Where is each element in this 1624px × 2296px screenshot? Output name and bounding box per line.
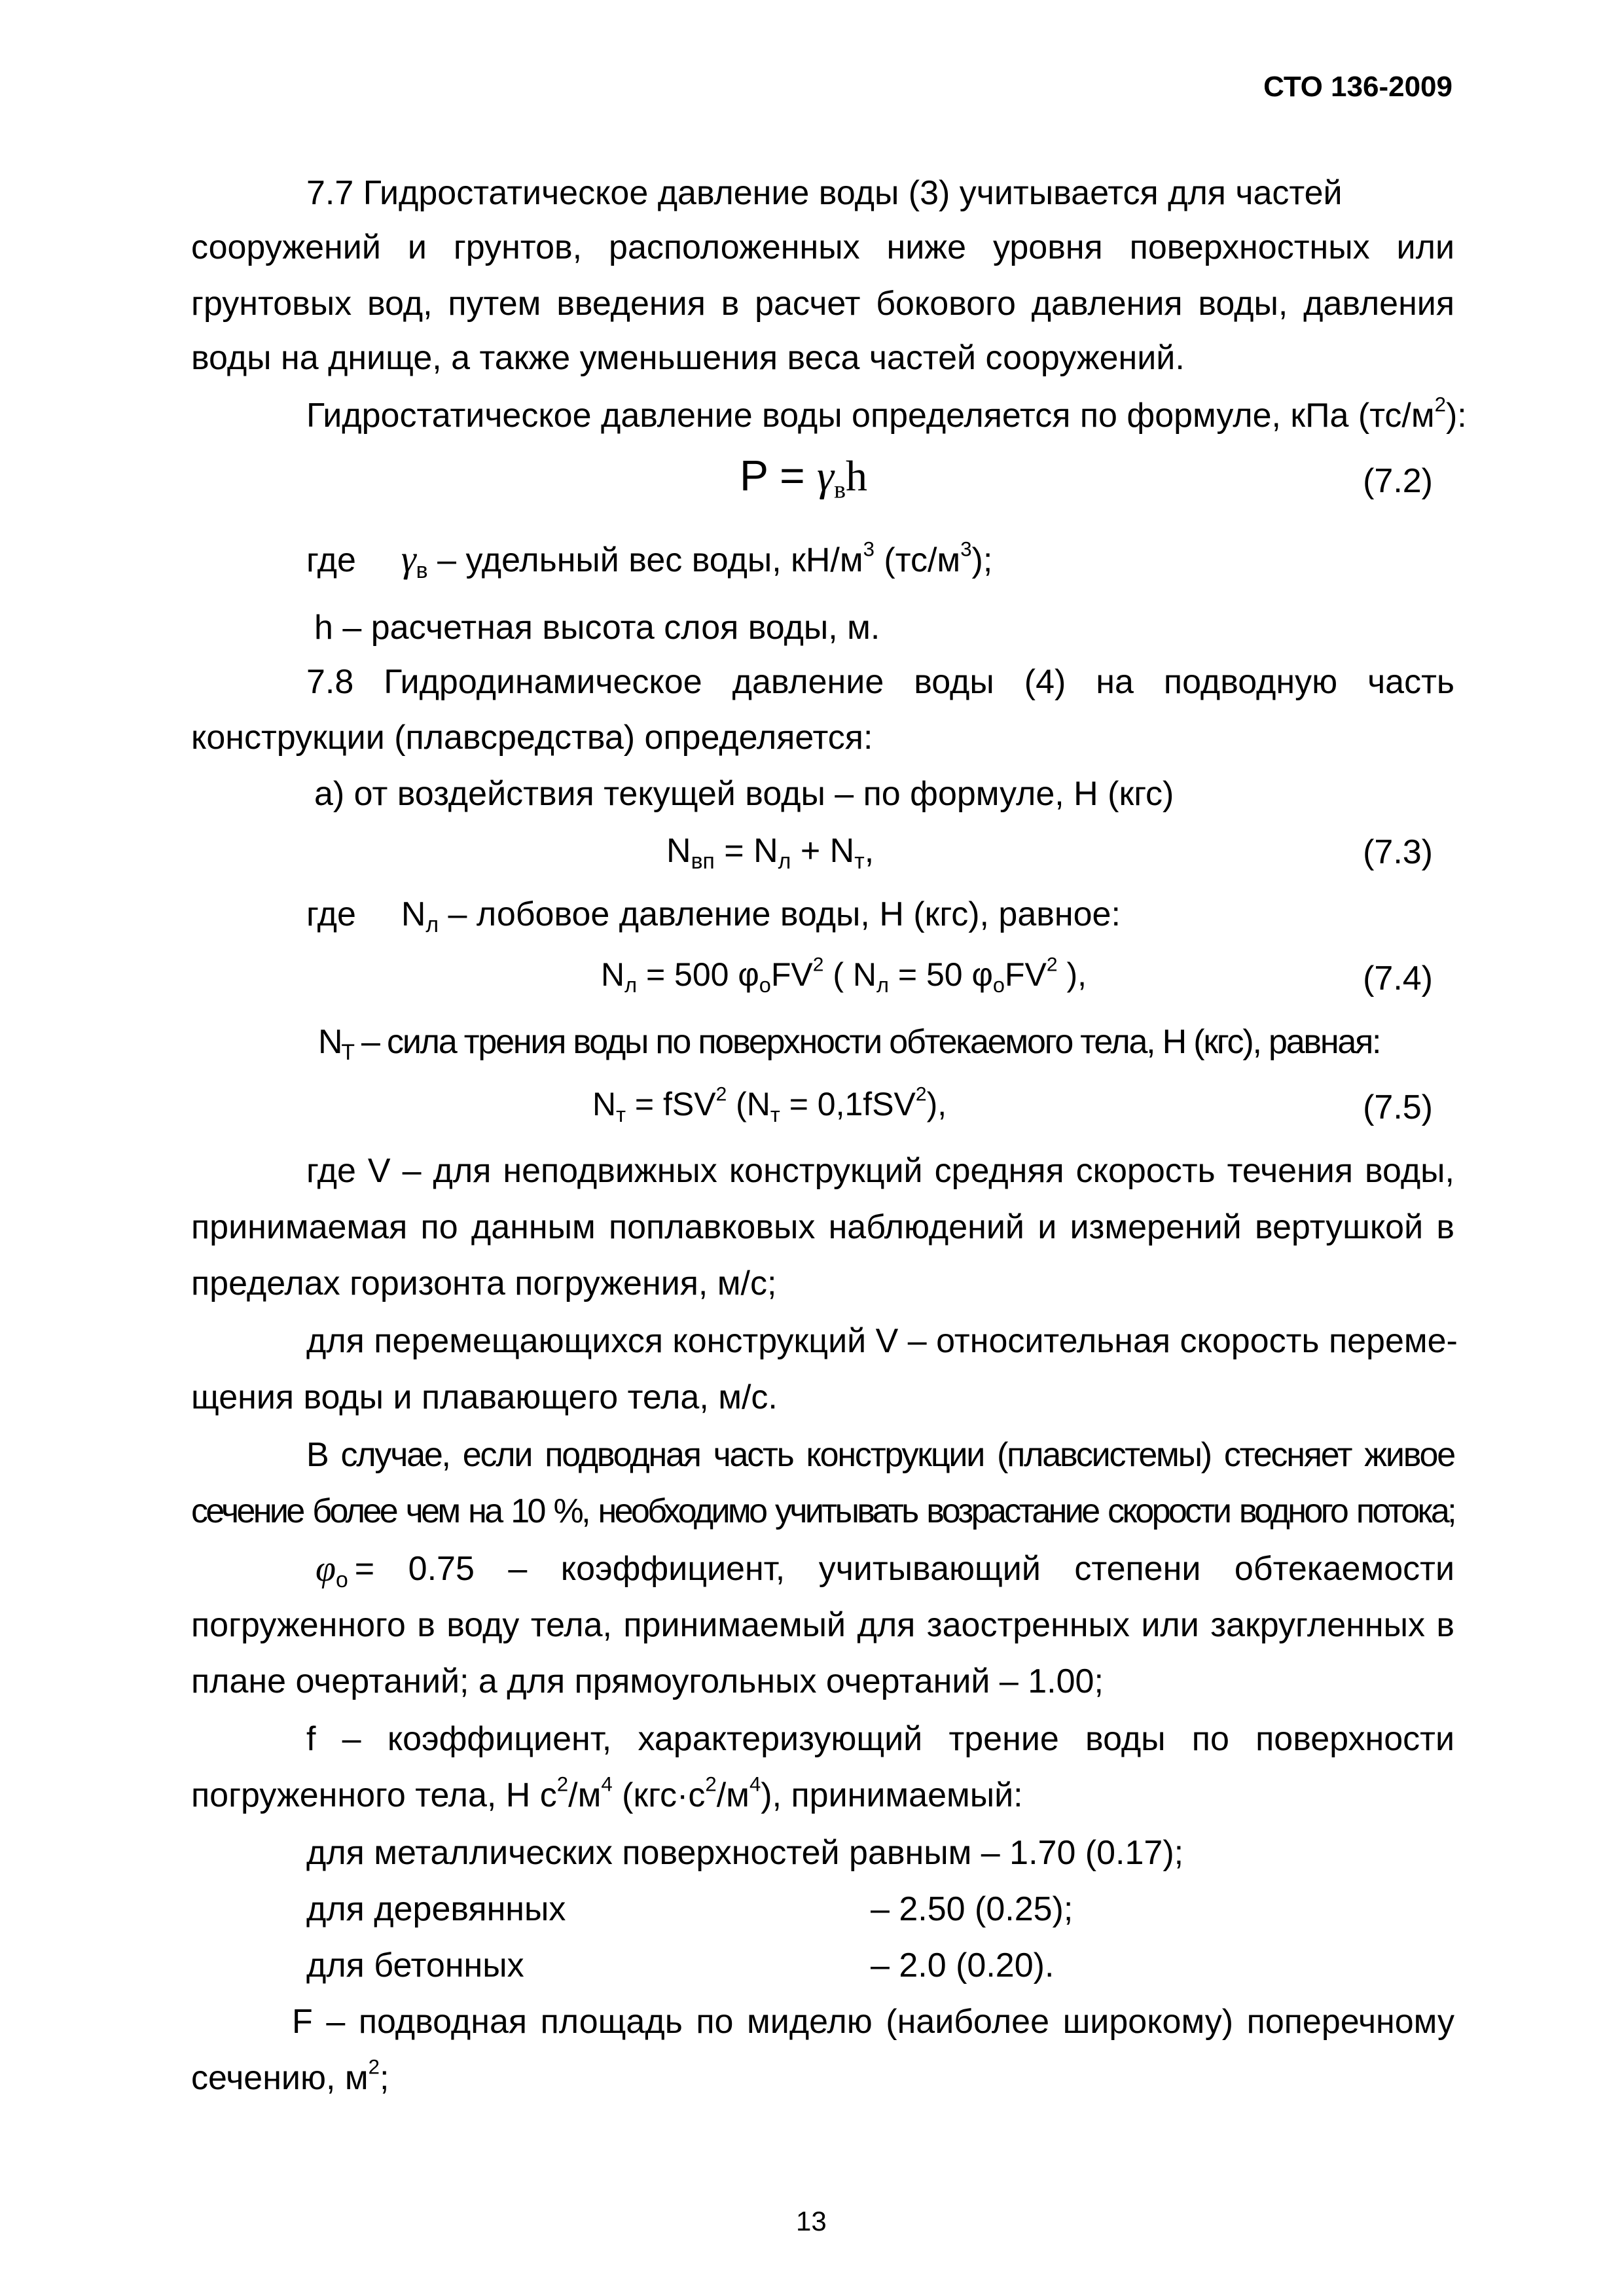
F-line1: F – подводная площадь по миделю (наиболее широкому) поперечному bbox=[292, 2003, 1454, 2041]
sec78-line2: конструкции (плавсредства) определяется: bbox=[191, 719, 873, 757]
nt-definition: $N_Т$ – сила трения воды по поверхности обтекаемого тела, Н (кгс), равная: bbox=[318, 1023, 1380, 1066]
vm-line2: щения воды и плавающего тела, м/с. bbox=[191, 1378, 778, 1416]
case-line1: В случае, если подводная часть конструкции (плавсистемы) стесняет живое bbox=[306, 1436, 1454, 1474]
phi-line3: плане очертаний; а для прямоугольных очертаний – 1.00; bbox=[191, 1662, 1104, 1700]
sec78-line1: 7.8 Гидродинамическое давление воды (4) на подводную часть bbox=[306, 663, 1454, 701]
where-h: h – расчетная высота слоя воды, м. bbox=[314, 609, 880, 647]
metal-value: для металлических поверхностей равным – 1.70 (0.17); bbox=[306, 1834, 1184, 1872]
case-line2: сечение более чем на 10 %, необходимо учитывать возрастание скорости водного потока; bbox=[191, 1492, 1454, 1530]
wood-value: – 2.50 (0.25); bbox=[871, 1890, 1074, 1928]
v-line3: пределах горизонта погружения, м/с; bbox=[191, 1265, 777, 1302]
sec77-line1: 7.7 Гидростатическое давление воды (3) учитывается для частей bbox=[306, 174, 1343, 212]
vm-line1: для перемещающихся конструкций V – относительная скорость переме- bbox=[306, 1322, 1458, 1360]
formula-7-3-number: (7.3) bbox=[1363, 833, 1433, 871]
f-line2: погруженного тела, Н $с^2/м^4$ $(кгс\cdot с^2/м^4)$, принимаемый: bbox=[191, 1772, 1023, 1814]
formula-7-4-number: (7.4) bbox=[1363, 960, 1433, 997]
F-line2: сечению, $м^2$; bbox=[191, 2055, 389, 2097]
item-a: а) от воздействия текущей воды – по формуле, Н (кгс) bbox=[314, 775, 1174, 813]
formula-7-5-number: (7.5) bbox=[1363, 1088, 1433, 1126]
f-line1: f – коэффициент, характеризующий трение воды по поверхности bbox=[306, 1720, 1454, 1758]
phi-line1: $\varphi_о$ = 0.75 – коэффициент, учитывающий степени обтекаемости bbox=[316, 1549, 1454, 1593]
where-gamma: где $\gamma_в$ – удельный вес воды, $кН/м^3$ $(тс/м^3)$; bbox=[306, 537, 993, 584]
where-nl: где $N_л$ – лобовое давление воды, Н (кгс), равное: bbox=[306, 895, 1121, 938]
v-line2: принимаемая по данным поплавковых наблюдений и измерений вертушкой в bbox=[191, 1208, 1454, 1246]
formula-intro: Гидростатическое давление воды определяется по формуле, кПа $(тс/м^2)$: bbox=[306, 393, 1467, 435]
concrete-label: для бетонных bbox=[306, 1946, 524, 1984]
page-number: 13 bbox=[796, 2206, 827, 2236]
wood-label: для деревянных bbox=[306, 1890, 566, 1928]
document-code: СТО 136-2009 bbox=[1263, 71, 1453, 103]
sec77-line2: сооружений и грунтов, расположенных ниже уровня поверхностных или bbox=[191, 228, 1454, 266]
v-line1: где V – для неподвижных конструкций средняя скорость течения воды, bbox=[306, 1152, 1454, 1190]
formula-7-3: $N_{вп} = N_л + N_т$, bbox=[666, 832, 875, 874]
formula-7-2: $P = \gamma_вh$ bbox=[740, 451, 868, 504]
formula-7-4: $N_л = 500$ $\varphi_оFV^2$ ( $N_л = 50$ $\varphi_оFV^2$ ), bbox=[601, 954, 1087, 997]
phi-line2: погруженного в воду тела, принимаемый для заостренных или закругленных в bbox=[191, 1606, 1454, 1644]
concrete-value: – 2.0 (0.20). bbox=[871, 1946, 1055, 1984]
sec77-line4: воды на днище, а также уменьшения веса частей сооружений. bbox=[191, 339, 1185, 377]
sec77-line3: грунтовых вод, путем введения в расчет бокового давления воды, давления bbox=[191, 285, 1454, 323]
formula-7-2-number: (7.2) bbox=[1363, 462, 1433, 500]
formula-7-5: $N_т = fSV^2$ $(N_т = 0,1fSV^2)$, bbox=[592, 1083, 947, 1126]
